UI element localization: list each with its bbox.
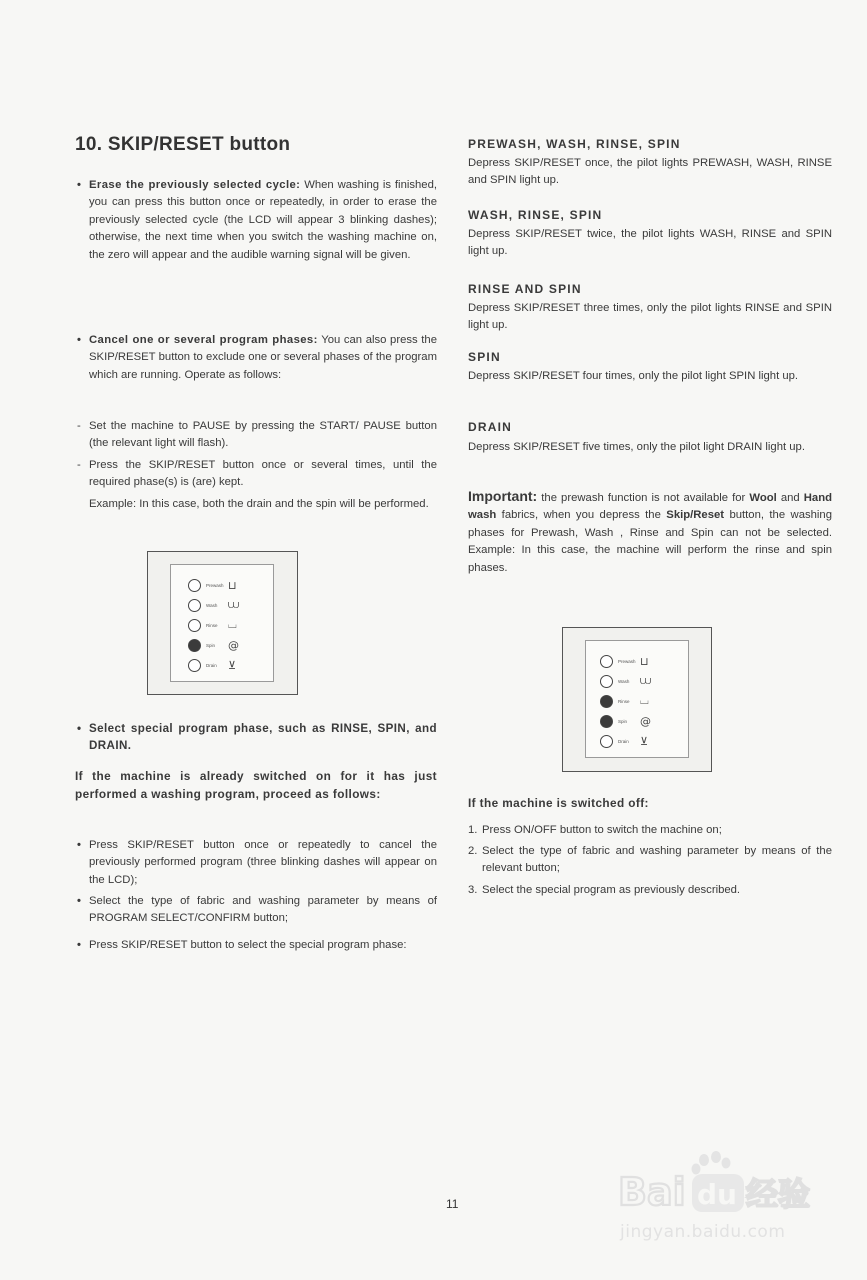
- phase-body-5: Depress SKIP/RESET five times, only the pilot light DRAIN light up.: [468, 441, 805, 453]
- pilot-label-prewash: Prewash: [618, 658, 636, 664]
- if-performed-heading: If the machine is already switched on for it has just performed a washing program, proceed as follows:: [75, 769, 437, 801]
- pilot-label-wash: Wash: [618, 678, 630, 684]
- pilot-light-prewash: [188, 579, 201, 592]
- baidu-jingyan-logo-icon: [618, 1150, 818, 1220]
- pilot-label-drain: Drain: [206, 662, 217, 668]
- off-step-2-text: Select the type of fabric and washing parameter by means of the relevant button;: [482, 845, 832, 875]
- important-note: [468, 488, 832, 577]
- phase-heading-3: RINSE AND SPIN: [468, 282, 582, 296]
- watermark-url: jingyan.baidu.com: [620, 1222, 786, 1242]
- pilot-light-rinse: [600, 695, 613, 708]
- phase-body-1: Depress SKIP/RESET once, the pilot lights PREWASH, WASH, RINSE and SPIN light up.: [468, 157, 832, 187]
- phase-body-3: Depress SKIP/RESET three times, only the pilot lights RINSE and SPIN light up.: [468, 302, 832, 332]
- panel-row-spin: [600, 712, 651, 730]
- important-text-1: the prewash function is not available for: [537, 492, 750, 504]
- wash-tub-icon: ⩊: [228, 598, 240, 611]
- phase-heading-4: SPIN: [468, 350, 501, 364]
- off-step-1: [468, 822, 832, 839]
- panel-row-drain: [600, 732, 648, 750]
- important-text-4: button, the washing phases for Prewash, Wash , Rinse and Spin can not be selected. Example: In this case, the machine will perform the rinse and spin phases.: [468, 509, 832, 574]
- control-panel-illustration-left: [147, 551, 298, 695]
- drain-icon: ⊻: [228, 658, 237, 672]
- dash-step-1: - Set the machine to PAUSE by pressing the START/ PAUSE button (the relevant light will flash).: [75, 418, 437, 453]
- drain-icon: ⊻: [640, 734, 649, 748]
- pilot-light-wash: [188, 599, 201, 612]
- panel-row-wash: [600, 672, 651, 690]
- step-2: • Select the type of fabric and washing parameter by means of PROGRAM SELECT/CONFIRM button;: [75, 893, 437, 928]
- off-step-3: [468, 882, 832, 899]
- rinse-icon: ⌴: [228, 618, 237, 631]
- pilot-light-drain: [188, 659, 201, 672]
- panel-row-spin: [188, 636, 239, 654]
- cancel-body: You can also press the SKIP/RESET button to exclude one or several phases of the program which are running. Operate as follows:: [89, 334, 437, 381]
- important-wool: Wool: [749, 492, 777, 504]
- prewash-tub-icon: ⊔: [228, 578, 237, 592]
- pilot-label-wash: Wash: [206, 602, 218, 608]
- svg-text:Bai: Bai: [618, 1170, 686, 1214]
- important-label: Important:: [468, 488, 538, 504]
- phase-body-4: Depress SKIP/RESET four times, only the pilot light SPIN light up.: [468, 370, 799, 382]
- spin-icon: @: [640, 714, 651, 728]
- page-number: 11: [446, 1197, 459, 1211]
- phase-body-2: Depress SKIP/RESET twice, the pilot lights WASH, RINSE and SPIN light up.: [468, 228, 832, 258]
- phase-heading-2: WASH, RINSE, SPIN: [468, 208, 603, 222]
- pilot-light-prewash: [600, 655, 613, 668]
- switched-off-heading: If the machine is switched off:: [468, 796, 649, 810]
- dash-step-2: - Press the SKIP/RESET button once or several times, until the required phase(s) is (are) kept.: [75, 457, 437, 492]
- control-panel-inner: [170, 564, 274, 682]
- pilot-label-rinse: Rinse: [206, 622, 218, 628]
- panel-row-prewash: [600, 652, 649, 670]
- example-text: Example: In this case, both the drain and the spin will be performed.: [89, 498, 429, 510]
- erase-paragraph: [75, 177, 437, 264]
- panel-row-wash: [188, 596, 239, 614]
- off-step-3-number: 3.: [468, 884, 478, 896]
- off-step-2: [468, 843, 832, 878]
- wash-tub-icon: ⩊: [640, 674, 652, 687]
- panel-row-rinse: [188, 616, 237, 634]
- svg-text:du: du: [697, 1178, 737, 1211]
- pilot-light-drain: [600, 735, 613, 748]
- panel-row-rinse: [600, 692, 649, 710]
- control-panel-inner: [585, 640, 689, 758]
- erase-heading: Erase the previously selected cycle:: [89, 179, 301, 191]
- pilot-light-rinse: [188, 619, 201, 632]
- prewash-tub-icon: ⊔: [640, 654, 649, 668]
- pilot-label-rinse: Rinse: [618, 698, 630, 704]
- important-hand-wash: Hand wash: [468, 492, 832, 522]
- step-1: • Press SKIP/RESET button once or repeatedly to cancel the previously performed program (three blinking dashes will appear on the LCD);: [75, 837, 437, 889]
- erase-body: When washing is finished, you can press this button once or repeatedly, in order to erase the previously selected cycle (the LCD will appear 3 blinking dashes); otherwise, the next time when you switch the washing machine on, the zero will appear and the audible warning signal will be given.: [89, 179, 437, 261]
- phase-heading-1: PREWASH, WASH, RINSE, SPIN: [468, 137, 681, 151]
- control-panel-illustration-right: [562, 627, 712, 772]
- spin-icon: @: [228, 638, 239, 652]
- important-text-2: and: [776, 492, 804, 504]
- off-step-2-number: 2.: [468, 845, 478, 857]
- phase-heading-5: DRAIN: [468, 420, 512, 434]
- section-title: 10. SKIP/RESET button: [75, 134, 291, 155]
- pilot-light-spin: [188, 639, 201, 652]
- off-step-3-text: Select the special program as previously described.: [482, 884, 741, 896]
- pilot-label-prewash: Prewash: [206, 582, 224, 588]
- step-3: • Press SKIP/RESET button to select the special program phase:: [75, 937, 437, 954]
- important-skip-reset: Skip/Reset: [666, 509, 725, 522]
- cancel-heading: Cancel one or several program phases:: [89, 334, 318, 346]
- panel-row-prewash: [188, 576, 237, 594]
- pilot-light-wash: [600, 675, 613, 688]
- off-step-1-number: 1.: [468, 824, 478, 836]
- panel-row-drain: [188, 656, 236, 674]
- special-phase-heading: • Select special program phase, such as RINSE, SPIN, and DRAIN.: [75, 720, 437, 755]
- pilot-label-drain: Drain: [618, 738, 629, 744]
- pilot-label-spin: Spin: [618, 718, 628, 724]
- svg-text:经验: 经验: [746, 1175, 811, 1213]
- important-text-3: fabrics, when you depress the: [496, 509, 667, 522]
- pilot-light-spin: [600, 715, 613, 728]
- rinse-icon: ⌴: [640, 694, 649, 707]
- cancel-paragraph: [75, 332, 437, 384]
- pilot-label-spin: Spin: [206, 642, 216, 648]
- off-step-1-text: Press ON/OFF button to switch the machine on;: [482, 824, 722, 836]
